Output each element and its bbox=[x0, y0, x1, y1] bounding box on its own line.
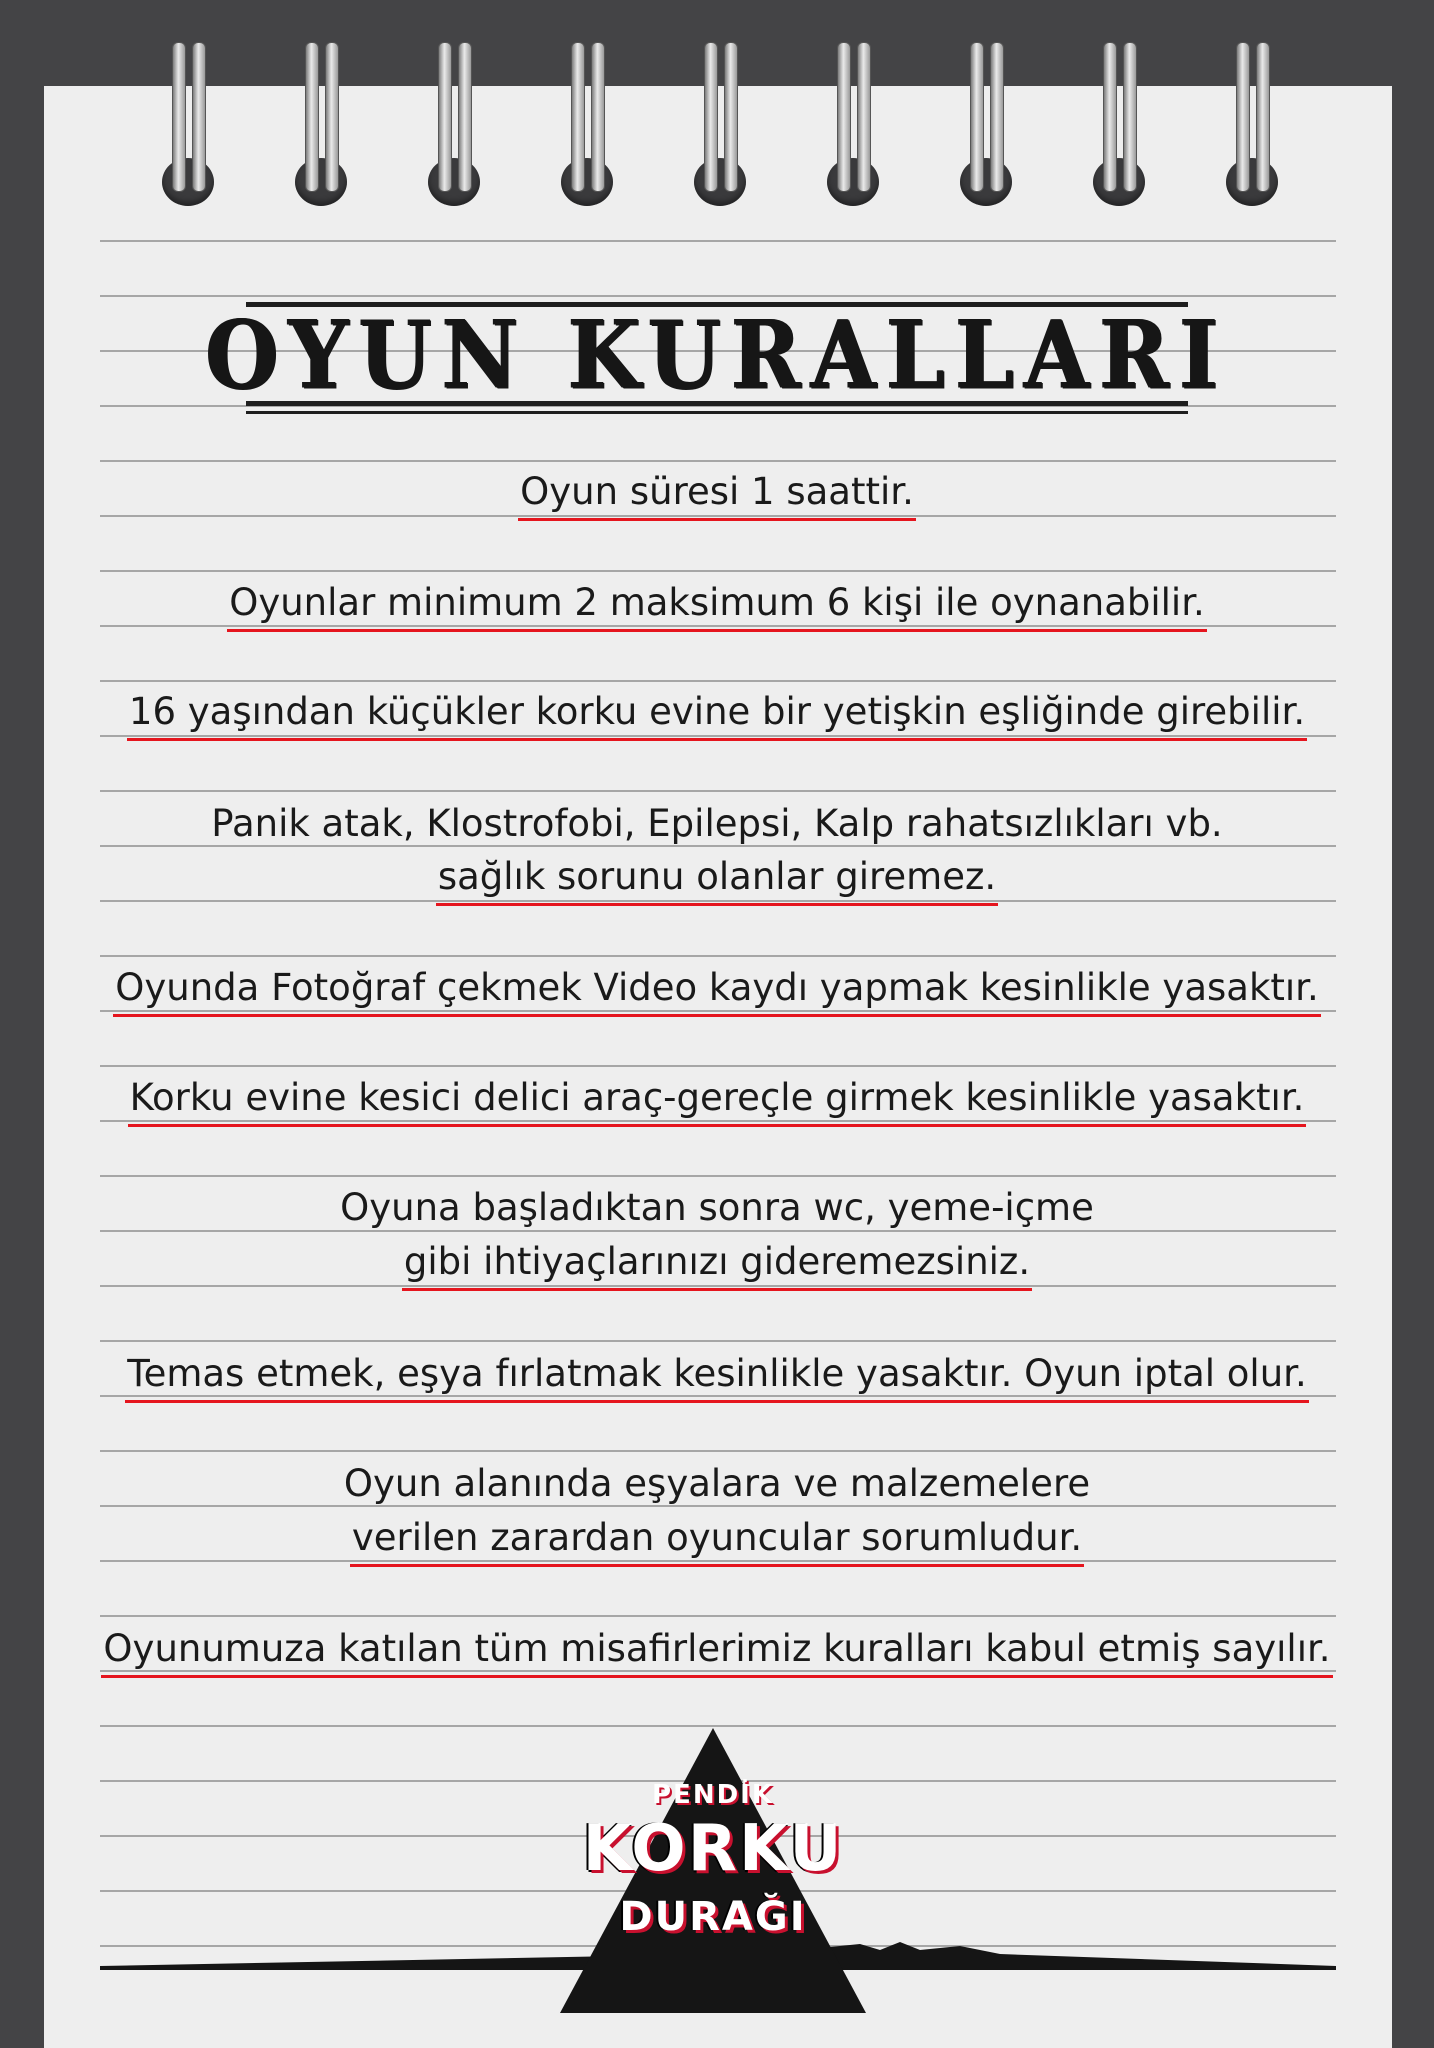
spiral-ring bbox=[1087, 42, 1151, 212]
page-title: OYUN KURALLARI bbox=[205, 298, 1229, 410]
spiral-ring bbox=[289, 42, 353, 212]
spiral-ring bbox=[1220, 42, 1284, 212]
rule-line: 16 yaşından küçükler korku evine bir yetişkin eşliğinde girebilir. bbox=[0, 690, 1434, 741]
logo-line-2: KORKU bbox=[582, 1812, 844, 1886]
rule-line: Temas etmek, eşya fırlatmak kesinlikle yasaktır. Oyun iptal olur. bbox=[0, 1352, 1434, 1403]
rule-line: Oyun alanında eşyalara ve malzemelere bbox=[343, 1462, 1091, 1505]
spiral-ring bbox=[422, 42, 486, 212]
spiral-ring bbox=[555, 42, 619, 212]
rule-line: Korku evine kesici delici araç-gereçle girmek kesinlikle yasaktır. bbox=[0, 1076, 1434, 1127]
rule-line: Panik atak, Klostrofobi, Epilepsi, Kalp rahatsızlıkları vb. bbox=[211, 802, 1223, 845]
logo-line-3: DURAĞI bbox=[619, 1894, 807, 1940]
rule-line: sağlık sorunu olanlar giremez. bbox=[0, 855, 1434, 906]
rule-line: gibi ihtiyaçlarınızı gideremezsiniz. bbox=[0, 1240, 1434, 1291]
spiral-ring bbox=[688, 42, 752, 212]
rule-line: verilen zarardan oyuncular sorumludur. bbox=[0, 1516, 1434, 1567]
spiral-ring bbox=[156, 42, 220, 212]
rule-line: Oyunlar minimum 2 maksimum 6 kişi ile oynanabilir. bbox=[0, 581, 1434, 632]
rule-line: Oyunda Fotoğraf çekmek Video kaydı yapmak kesinlikle yasaktır. bbox=[0, 966, 1434, 1017]
rule-line: Oyuna başladıktan sonra wc, yeme-içme bbox=[340, 1186, 1094, 1229]
rule-line: Oyun süresi 1 saattir. bbox=[0, 470, 1434, 521]
title-stamp bbox=[205, 298, 1229, 410]
spiral-ring bbox=[954, 42, 1018, 212]
spiral-ring bbox=[821, 42, 885, 212]
logo-line-1: PENDİK bbox=[652, 1780, 774, 1810]
brand-logo bbox=[560, 1728, 866, 2013]
rule-line: Oyunumuza katılan tüm misafirlerimiz kuralları kabul etmiş sayılır. bbox=[0, 1627, 1434, 1678]
